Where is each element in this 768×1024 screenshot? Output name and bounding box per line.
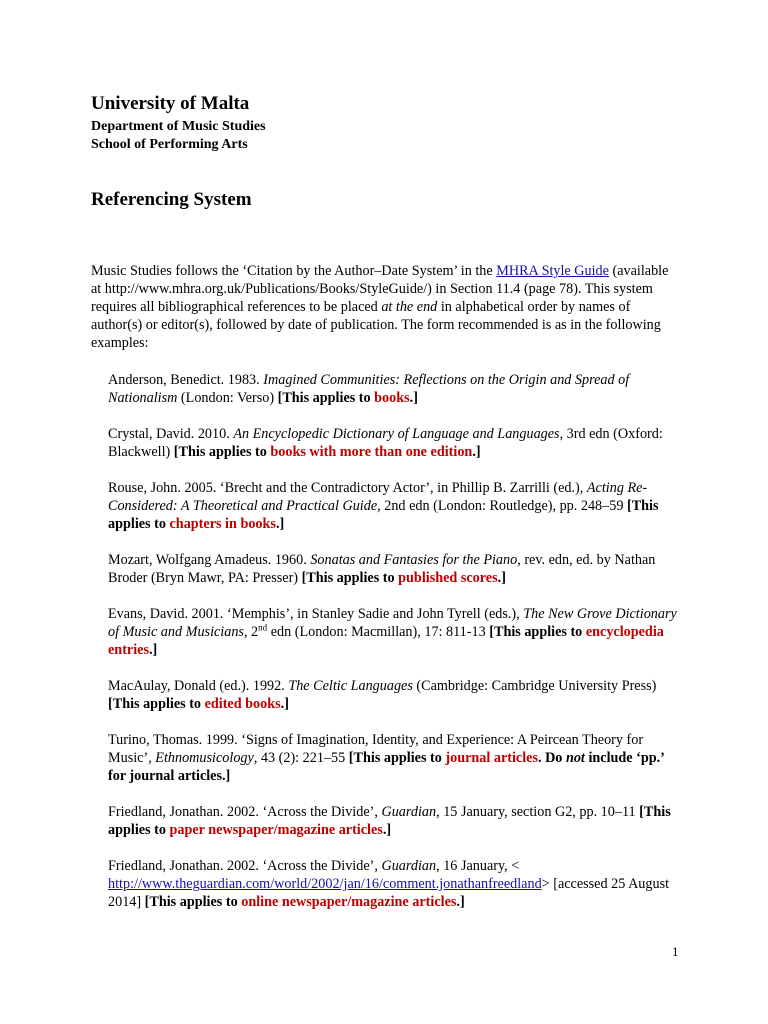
ref-note-type: chapters in books — [169, 516, 276, 532]
ref-note: [This applies to — [348, 750, 446, 766]
ref-note: [This applies to — [301, 570, 399, 586]
intro-emphasis: at the end — [381, 299, 438, 315]
ref-title: Sonatas and Fantasies for the Piano — [310, 552, 518, 568]
ref-text: Rouse, John. 2005. ‘Brecht and the Contradictory Actor’, in Phillip B. Zarrilli (ed.), — [108, 480, 587, 496]
reference-friedland-print — [108, 803, 680, 839]
ref-text: , 43 (2): 221–55 — [253, 750, 349, 766]
university-name: University of Malta — [91, 93, 250, 114]
ref-note: .] — [280, 696, 289, 712]
ref-text: Anderson, Benedict. 1983. — [108, 372, 264, 388]
ref-note-type: books — [374, 390, 410, 406]
ref-title: The New Grove Dictionary of Music and Musicians — [108, 606, 677, 640]
ref-note-type: edited books — [204, 696, 281, 712]
reference-list — [108, 371, 680, 911]
ref-text: Mozart, Wolfgang Amadeus. 1960. — [108, 552, 311, 568]
ref-note: .] — [275, 516, 285, 532]
reference-turino — [108, 731, 680, 785]
ref-note: .] — [456, 894, 465, 910]
intro-paragraph — [91, 262, 681, 352]
ref-note-type: journal articles — [445, 750, 538, 766]
ref-text: Evans, David. 2001. ‘Memphis’, in Stanley Sadie and John Tyrell (eds.), — [108, 606, 524, 622]
intro-text-1: Music Studies follows the ‘Citation by the Author–Date System’ in the — [91, 263, 497, 279]
reference-crystal — [108, 425, 680, 461]
ref-note: [This applies to — [173, 444, 271, 460]
ref-note: [This applies to — [277, 390, 375, 406]
ref-text: (London: Verso) — [177, 390, 278, 406]
ref-note: . Do — [537, 750, 566, 766]
ref-text: Turino, Thomas. 1999. ‘Signs of Imagination, Identity, and Experience: A Peircean Theory for Music’, — [108, 732, 644, 766]
ref-title: An Encyclopedic Dictionary of Language and Languages — [233, 426, 560, 442]
ref-text: Friedland, Jonathan. 2002. ‘Across the Divide’, — [108, 804, 382, 820]
ref-note: .] — [382, 822, 392, 838]
ref-note: [This applies to — [144, 894, 242, 910]
ref-text: (Cambridge: Cambridge University Press) — [412, 678, 657, 694]
ref-text: Crystal, David. 2010. — [108, 426, 234, 442]
ref-note-type: encyclopedia entries — [108, 624, 664, 658]
ref-text: MacAulay, Donald (ed.). 1992. — [108, 678, 289, 694]
ref-note: [This applies to — [108, 696, 205, 712]
ref-title: Ethnomusicology — [155, 750, 254, 766]
ref-text: , 2 — [243, 624, 259, 640]
ref-note: .] — [472, 444, 481, 460]
ref-note: .] — [409, 390, 418, 406]
ref-text: Friedland, Jonathan. 2002. ‘Across the Divide’, — [108, 858, 382, 874]
ref-text: , rev. edn, ed. by Nathan Broder (Bryn Mawr, PA: Presser) — [108, 552, 656, 586]
reference-friedland-online — [108, 857, 680, 911]
ref-title: Imagined Communities: Reflections on the Origin and Spread of Nationalism — [108, 372, 630, 406]
school-name: School of Performing Arts — [91, 137, 248, 152]
ref-note: [This applies to — [489, 624, 586, 640]
ref-title: Acting Re-Considered: A Theoretical and Practical Guide — [108, 480, 648, 514]
ref-text: , 16 January, < — [436, 858, 520, 874]
ref-text: , 15 January, section G2, pp. 10–11 — [436, 804, 640, 820]
page-title: Referencing System — [91, 189, 252, 210]
ref-text: , 3rd edn (Oxford: Blackwell) — [108, 426, 663, 460]
ref-note: .] — [148, 642, 158, 658]
reference-evans — [108, 605, 680, 659]
ref-note-type: paper newspaper/magazine articles — [169, 822, 383, 838]
ref-note: .] — [497, 570, 506, 586]
ref-note-emphasis: not — [565, 750, 585, 766]
guardian-article-link[interactable]: http://www.theguardian.com/world/2002/jan/16/comment.jonathanfreedland — [108, 876, 542, 892]
ref-note-type: books with more than one edition — [270, 444, 473, 460]
mhra-style-guide-link[interactable]: MHRA Style Guide — [496, 263, 609, 279]
page-number: 1 — [672, 944, 679, 959]
ref-text: , 2nd edn (London: Routledge), pp. 248–59 — [377, 498, 627, 514]
ref-note-type: online newspaper/magazine articles — [241, 894, 457, 910]
ref-text: edn (London: Macmillan), 17: 811-13 — [267, 624, 490, 640]
reference-rouse — [108, 479, 680, 533]
ref-text: > [accessed 25 August 2014] — [108, 876, 670, 910]
ref-note-type: published scores — [398, 570, 498, 586]
ref-title: Guardian — [381, 858, 437, 874]
reference-macaulay — [108, 677, 680, 713]
ref-superscript: nd — [258, 622, 268, 633]
ref-note: [This applies to — [108, 498, 659, 532]
ref-title: Guardian — [381, 804, 437, 820]
department-name: Department of Music Studies — [91, 119, 266, 134]
ref-note: [This applies to — [108, 804, 671, 838]
ref-title: The Celtic Languages — [288, 678, 413, 694]
ref-note: include ‘pp.’ for journal articles.] — [108, 750, 664, 784]
reference-mozart — [108, 551, 680, 587]
reference-anderson — [108, 371, 680, 407]
intro-text-2: (available at http://www.mhra.org.uk/Publications/Books/StyleGuide/) in Section 11.4 (page 78). This system requires all bibliographical references to be placed — [91, 263, 669, 315]
intro-text-3: in alphabetical order by names of author(s) or editor(s), followed by date of publication. The form recommended is as in the following examples: — [91, 299, 661, 351]
